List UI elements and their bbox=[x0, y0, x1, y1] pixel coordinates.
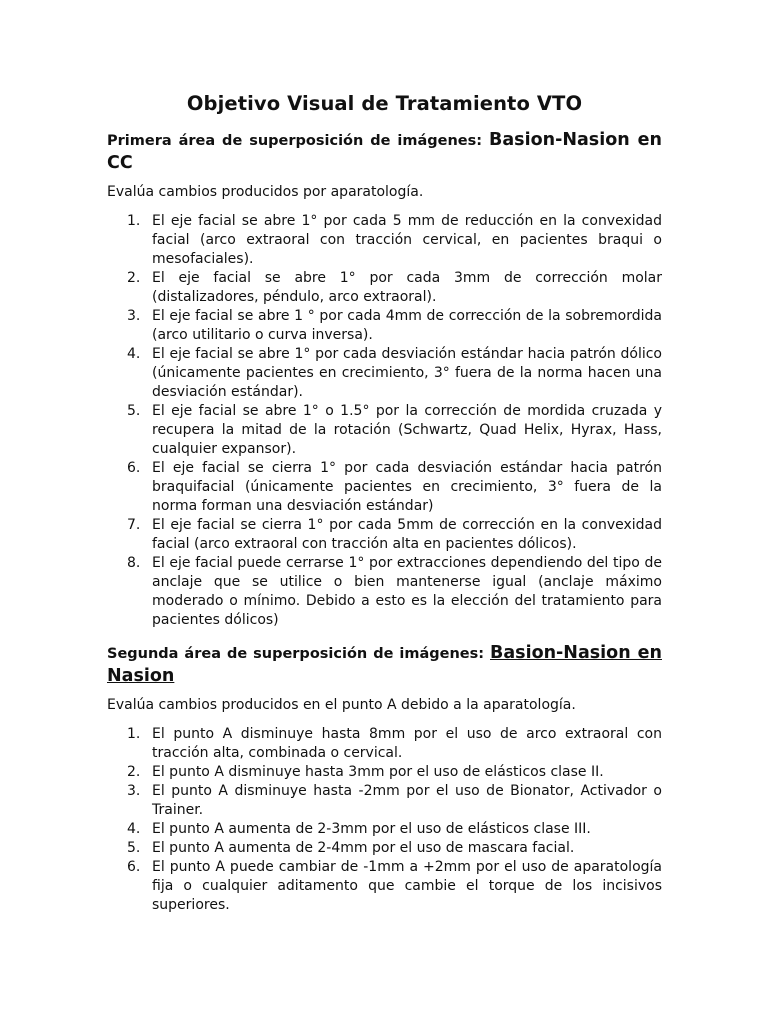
list-item: 2. El eje facial se abre 1° por cada 3mm de corrección molar (distalizadores, péndulo, arco extraoral). bbox=[127, 270, 662, 305]
page-title: Objetivo Visual de Tratamiento VTO bbox=[186, 92, 583, 115]
list-item: 8. El eje facial puede cerrarse 1° por extracciones dependiendo del tipo de anclaje que se utilice o bien mantenerse igual (anclaje máximo moderado o mínimo. Debido a esto es la elección del tratamiento para pacientes dólicos) bbox=[127, 555, 662, 628]
section-label: Segunda área de superposición de imágenes: bbox=[107, 646, 485, 662]
numbered-list-2 bbox=[107, 725, 662, 915]
numbered-list-1 bbox=[107, 212, 662, 630]
list-item: 6. El eje facial se cierra 1° por cada desviación estándar hacia patrón braquifacial (únicamente pacientes en crecimiento, 3° fuera de la norma forman una desviación estándar) bbox=[127, 460, 662, 514]
list-item: 4. El punto A aumenta de 2-3mm por el uso de elásticos clase III. bbox=[127, 821, 591, 837]
section-emphasis: Basion-Nasion en Nasion bbox=[107, 643, 662, 686]
list-item: 1. El punto A disminuye hasta 8mm por el uso de arco extraoral con tracción alta, combinada o cervical. bbox=[127, 726, 662, 761]
list-item: 6. El punto A puede cambiar de -1mm a +2mm por el uso de aparatología fija o cualquier aditamento que cambie el torque de los incisivos superiores. bbox=[127, 859, 662, 913]
list-item: 7. El eje facial se cierra 1° por cada 5mm de corrección en la convexidad facial (arco extraoral con tracción alta en pacientes dólicos). bbox=[127, 517, 662, 552]
section-label: Primera área de superposición de imágenes: bbox=[107, 133, 483, 149]
list-item: 4. El eje facial se abre 1° por cada desviación estándar hacia patrón dólico (únicamente pacientes en crecimiento, 3° fuera de la norma hacen una desviación estándar). bbox=[127, 346, 662, 400]
list-item: 3. El punto A disminuye hasta -2mm por el uso de Bionator, Activador o Trainer. bbox=[127, 783, 662, 818]
list-item: 2. El punto A disminuye hasta 3mm por el uso de elásticos clase II. bbox=[127, 764, 604, 780]
list-item: 1. El eje facial se abre 1° por cada 5 mm de reducción en la convexidad facial (arco extraoral con tracción cervical, en pacientes braqui o mesofaciales). bbox=[127, 213, 662, 267]
section-intro: Evalúa cambios producidos por aparatología. bbox=[107, 184, 424, 200]
section-heading-1 bbox=[107, 129, 662, 175]
list-item: 5. El punto A aumenta de 2-4mm por el uso de mascara facial. bbox=[127, 840, 575, 856]
section-heading-2 bbox=[107, 642, 662, 688]
section-emphasis: Basion-Nasion en CC bbox=[107, 130, 662, 173]
section-intro: Evalúa cambios producidos en el punto A debido a la aparatología. bbox=[107, 697, 576, 713]
list-item: 3. El eje facial se abre 1 ° por cada 4mm de corrección de la sobremordida (arco utilitario o curva inversa). bbox=[127, 308, 662, 343]
list-item: 5. El eje facial se abre 1° o 1.5° por la corrección de mordida cruzada y recupera la mitad de la rotación (Schwartz, Quad Helix, Hyrax, Hass, cualquier expansor). bbox=[127, 403, 662, 457]
